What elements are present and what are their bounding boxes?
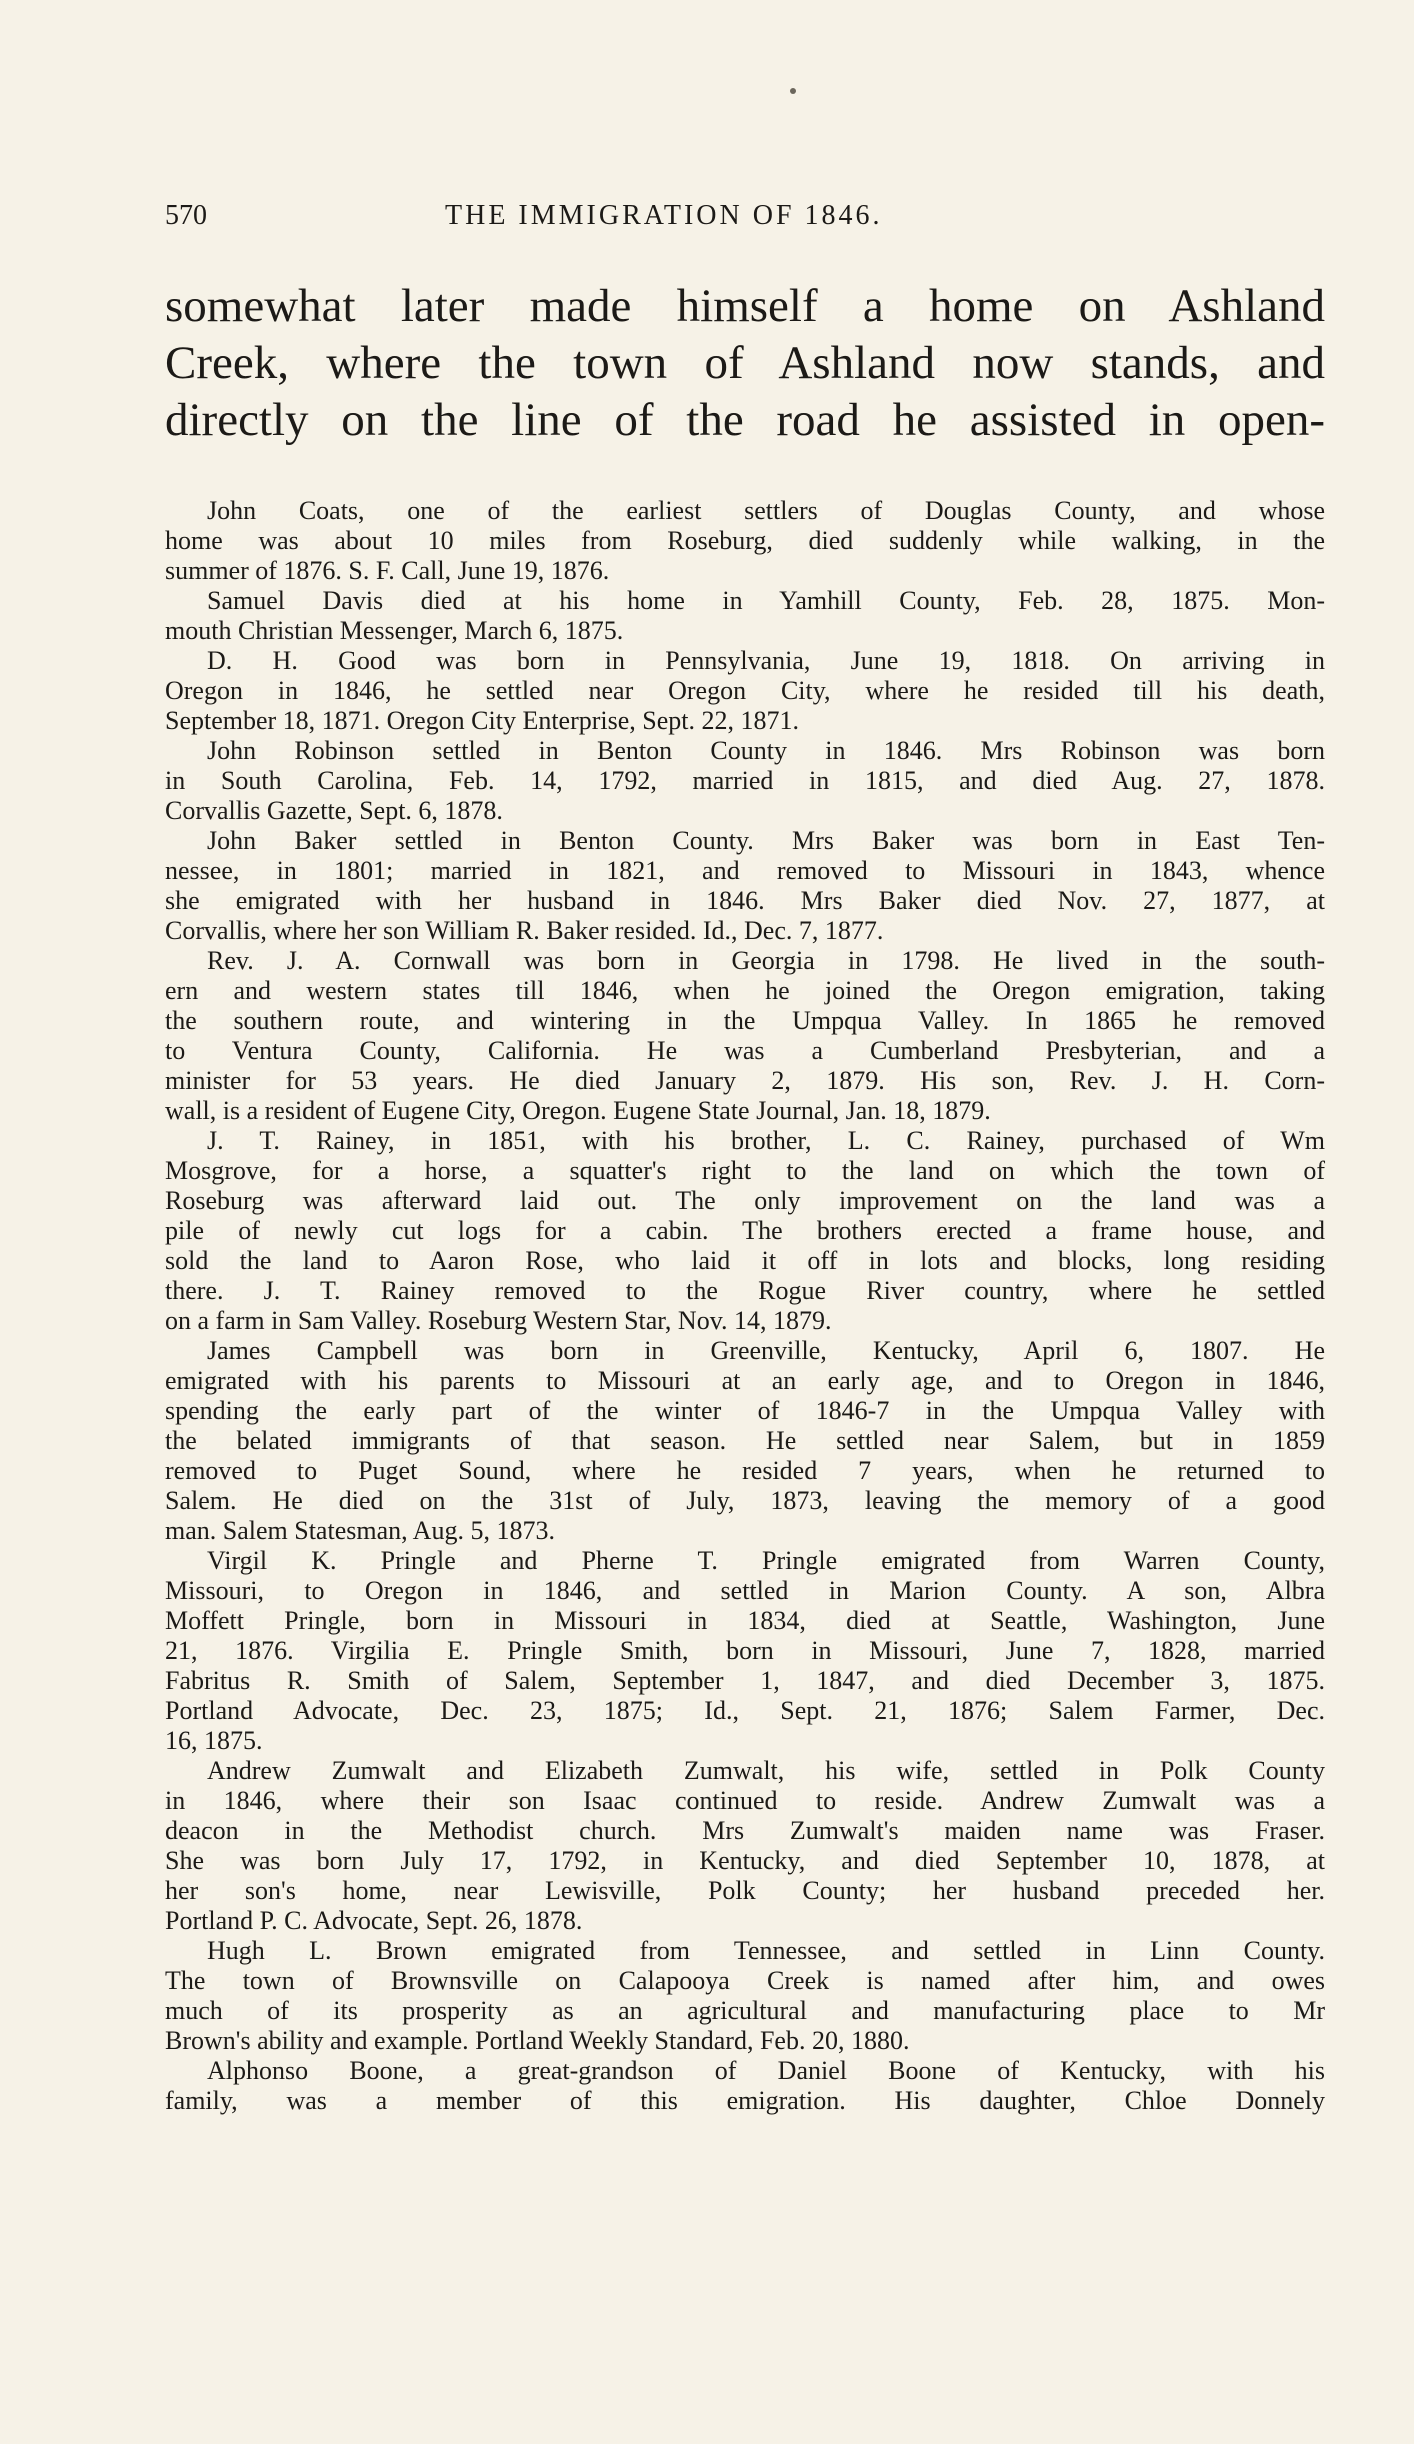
footnote-line: the southern route, and wintering in the Umpqua Valley. In 1865 he removed <box>165 1006 1325 1035</box>
footnote-line: John Robinson settled in Benton County in 1846. Mrs Robinson was born <box>207 736 1325 765</box>
footnote-line: sold the land to Aaron Rose, who laid it off in lots and blocks, long residing <box>165 1246 1325 1275</box>
footnote-line: her son's home, near Lewisville, Polk County; her husband preceded her. <box>165 1876 1325 1905</box>
footnote-line: on a farm in Sam Valley. Roseburg Western Star, Nov. 14, 1879. <box>165 1306 832 1335</box>
footnote-line: John Coats, one of the earliest settlers of Douglas County, and whose <box>207 496 1325 525</box>
footnote-line: wall, is a resident of Eugene City, Oregon. Eugene State Journal, Jan. 18, 1879. <box>165 1096 991 1125</box>
footnote-line: she emigrated with her husband in 1846. Mrs Baker died Nov. 27, 1877, at <box>165 886 1325 915</box>
footnote-line: pile of newly cut logs for a cabin. The brothers erected a frame house, and <box>165 1216 1325 1245</box>
footnote-line: Corvallis Gazette, Sept. 6, 1878. <box>165 796 503 825</box>
footnote-line: in South Carolina, Feb. 14, 1792, married in 1815, and died Aug. 27, 1878. <box>165 766 1325 795</box>
footnote-line: spending the early part of the winter of 1846-7 in the Umpqua Valley with <box>165 1396 1325 1425</box>
footnote-line: J. T. Rainey, in 1851, with his brother, L. C. Rainey, purchased of Wm <box>207 1126 1325 1155</box>
footnote-line: Missouri, to Oregon in 1846, and settled in Marion County. A son, Albra <box>165 1576 1325 1605</box>
footnote-line: John Baker settled in Benton County. Mrs Baker was born in East Ten- <box>207 826 1325 855</box>
footnote-line: 21, 1876. Virgilia E. Pringle Smith, born in Missouri, June 7, 1828, married <box>165 1636 1325 1665</box>
running-head: THE IMMIGRATION OF 1846. <box>445 200 883 231</box>
footnote-line: family, was a member of this emigration. His daughter, Chloe Donnely <box>165 2086 1325 2115</box>
footnote-line: deacon in the Methodist church. Mrs Zumwalt's maiden name was Fraser. <box>165 1816 1325 1845</box>
footnote-line: nessee, in 1801; married in 1821, and removed to Missouri in 1843, whence <box>165 856 1325 885</box>
main-text-line: directly on the line of the road he assisted in open- <box>165 394 1325 446</box>
footnote-line: September 18, 1871. Oregon City Enterprise, Sept. 22, 1871. <box>165 706 800 735</box>
footnote-line: summer of 1876. S. F. Call, June 19, 1876. <box>165 556 610 585</box>
footnote-line: Andrew Zumwalt and Elizabeth Zumwalt, his wife, settled in Polk County <box>207 1756 1325 1785</box>
footnote-line: man. Salem Statesman, Aug. 5, 1873. <box>165 1516 555 1545</box>
footnote-line: Oregon in 1846, he settled near Oregon City, where he resided till his death, <box>165 676 1325 705</box>
footnote-line: Portland P. C. Advocate, Sept. 26, 1878. <box>165 1906 583 1935</box>
footnote-line: Brown's ability and example. Portland Weekly Standard, Feb. 20, 1880. <box>165 2026 910 2055</box>
footnote-line: The town of Brownsville on Calapooya Creek is named after him, and owes <box>165 1966 1325 1995</box>
footnotes <box>165 496 1325 2116</box>
footnote-line: D. H. Good was born in Pennsylvania, June 19, 1818. On arriving in <box>207 646 1325 675</box>
footnote-line: in 1846, where their son Isaac continued to reside. Andrew Zumwalt was a <box>165 1786 1325 1815</box>
footnote-line: Corvallis, where her son William R. Baker resided. Id., Dec. 7, 1877. <box>165 916 884 945</box>
footnote-line: Portland Advocate, Dec. 23, 1875; Id., Sept. 21, 1876; Salem Farmer, Dec. <box>165 1696 1325 1725</box>
footnote-line: Hugh L. Brown emigrated from Tennessee, and settled in Linn County. <box>207 1936 1325 1965</box>
footnote-line: Fabritus R. Smith of Salem, September 1, 1847, and died December 3, 1875. <box>165 1666 1325 1695</box>
footnote-line: ern and western states till 1846, when he joined the Oregon emigration, taking <box>165 976 1325 1005</box>
main-text-line: somewhat later made himself a home on Ashland <box>165 280 1325 332</box>
footnote-line: mouth Christian Messenger, March 6, 1875. <box>165 616 624 645</box>
page-header <box>165 200 1325 240</box>
footnote-line: Salem. He died on the 31st of July, 1873, leaving the memory of a good <box>165 1486 1325 1515</box>
footnote-line: Samuel Davis died at his home in Yamhill County, Feb. 28, 1875. Mon- <box>207 586 1325 615</box>
footnote-line: there. J. T. Rainey removed to the Rogue River country, where he settled <box>165 1276 1325 1305</box>
footnote-line: home was about 10 miles from Roseburg, died suddenly while walking, in the <box>165 526 1325 555</box>
footnote-line: minister for 53 years. He died January 2, 1879. His son, Rev. J. H. Corn- <box>165 1066 1325 1095</box>
footnote-line: to Ventura County, California. He was a Cumberland Presbyterian, and a <box>165 1036 1325 1065</box>
footnote-line: removed to Puget Sound, where he resided 7 years, when he returned to <box>165 1456 1325 1485</box>
footnote-line: the belated immigrants of that season. He settled near Salem, but in 1859 <box>165 1426 1325 1455</box>
footnote-line: Roseburg was afterward laid out. The only improvement on the land was a <box>165 1186 1325 1215</box>
footnote-line: James Campbell was born in Greenville, Kentucky, April 6, 1807. He <box>207 1336 1325 1365</box>
footnote-line: Rev. J. A. Cornwall was born in Georgia in 1798. He lived in the south- <box>207 946 1325 975</box>
footnote-line: She was born July 17, 1792, in Kentucky, and died September 10, 1878, at <box>165 1846 1325 1875</box>
ink-speck <box>790 88 796 94</box>
main-text <box>165 278 1325 449</box>
footnote-line: Mosgrove, for a horse, a squatter's right to the land on which the town of <box>165 1156 1325 1185</box>
footnote-line: emigrated with his parents to Missouri at an early age, and to Oregon in 1846, <box>165 1366 1325 1395</box>
footnote-line: Alphonso Boone, a great-grandson of Daniel Boone of Kentucky, with his <box>207 2056 1325 2085</box>
footnote-line: Moffett Pringle, born in Missouri in 1834, died at Seattle, Washington, June <box>165 1606 1325 1635</box>
footnote-line: much of its prosperity as an agricultural and manufacturing place to Mr <box>165 1996 1325 2025</box>
page-number: 570 <box>165 200 207 231</box>
footnote-line: 16, 1875. <box>165 1726 263 1755</box>
footnote-line: Virgil K. Pringle and Pherne T. Pringle emigrated from Warren County, <box>207 1546 1325 1575</box>
main-text-line: Creek, where the town of Ashland now stands, and <box>165 337 1325 389</box>
